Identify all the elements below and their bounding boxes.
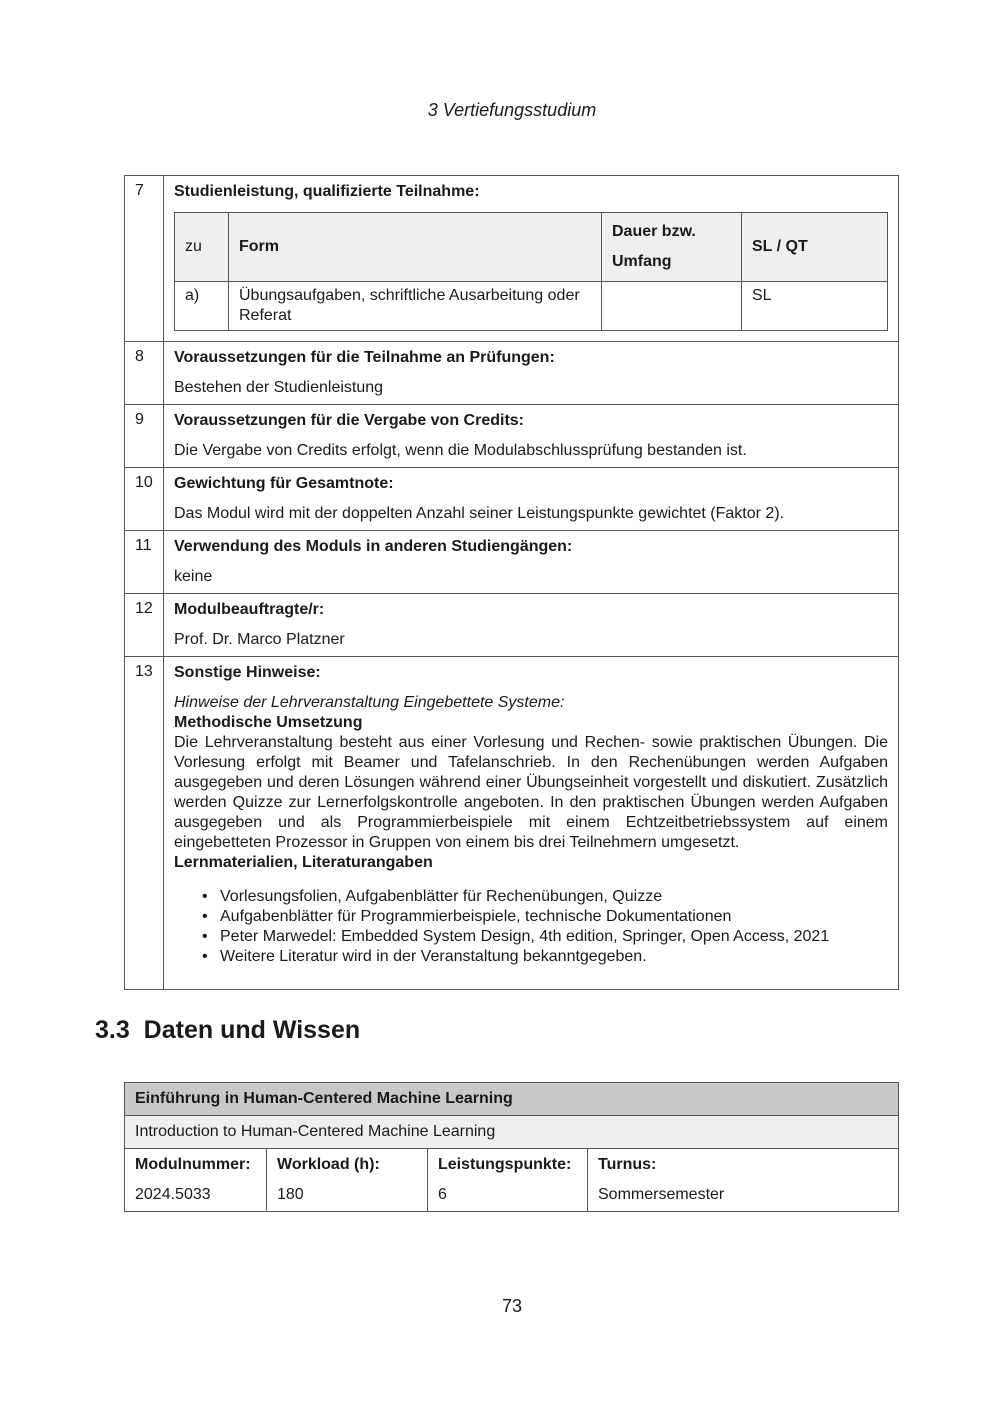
field-turnus — [588, 1149, 899, 1212]
row-title: Sonstige Hinweise: — [174, 664, 321, 681]
note-course-reference: Hinweise der Lehrveranstaltung Eingebettete Systeme: — [174, 694, 565, 711]
row-body — [164, 405, 899, 468]
module-title-en: Introduction to Human-Centered Machine Learning — [125, 1116, 899, 1149]
field-value: 180 — [277, 1186, 304, 1203]
field-leistungspunkte — [428, 1149, 588, 1212]
row-title: Verwendung des Moduls in anderen Studiengängen: — [174, 538, 573, 555]
row-number: 7 — [125, 176, 164, 342]
cell-zu: a) — [175, 282, 229, 331]
row-body — [164, 531, 899, 594]
section-title: Daten und Wissen — [143, 1016, 361, 1044]
table-row — [125, 405, 899, 468]
field-workload — [267, 1149, 428, 1212]
field-value: 2024.5033 — [135, 1186, 211, 1203]
row-title: Modulbeauftragte/r: — [174, 601, 325, 618]
field-label: Workload (h): — [277, 1156, 380, 1173]
cell-dauer — [602, 282, 742, 331]
list-item: • Aufgabenblätter für Programmierbeispiele, technische Dokumentationen — [220, 907, 888, 927]
row-number: 9 — [125, 405, 164, 468]
field-label: Leistungspunkte: — [438, 1156, 572, 1173]
module-details-table — [124, 175, 899, 990]
field-value: 6 — [438, 1186, 447, 1203]
cell-form: Übungsaufgaben, schriftliche Ausarbeitung oder Referat — [229, 282, 602, 331]
table-row — [125, 531, 899, 594]
note-subheading-materials: Lernmaterialien, Literaturangaben — [174, 854, 433, 871]
row-text: keine — [174, 568, 213, 585]
row-text: Bestehen der Studienleistung — [174, 379, 384, 396]
row-text: Die Vergabe von Credits erfolgt, wenn die Modulabschlussprüfung bestanden ist. — [174, 442, 747, 459]
module-overview-table — [124, 1082, 899, 1212]
field-label: Turnus: — [598, 1156, 657, 1173]
literature-list — [174, 887, 888, 967]
list-item: • Vorlesungsfolien, Aufgabenblätter für Rechenübungen, Quizze — [220, 887, 888, 907]
row-number: 8 — [125, 342, 164, 405]
row-number: 10 — [125, 468, 164, 531]
cell-sl-qt: SL — [742, 282, 888, 331]
list-item: • Peter Marwedel: Embedded System Design, 4th edition, Springer, Open Access, 2021 — [220, 927, 888, 947]
list-item: • Weitere Literatur wird in der Veranstaltung bekanntgegeben. — [220, 947, 888, 967]
table-row — [125, 342, 899, 405]
page-number: 73 — [501, 1296, 523, 1316]
row-title: Voraussetzungen für die Teilnahme an Prüfungen: — [174, 349, 555, 366]
table-row — [125, 594, 899, 657]
table-row — [125, 468, 899, 531]
field-value: Sommersemester — [598, 1186, 725, 1203]
row-text: Das Modul wird mit der doppelten Anzahl seiner Leistungspunkte gewichtet (Faktor 2). — [174, 505, 785, 522]
note-paragraph: Die Lehrveranstaltung besteht aus einer Vorlesung und Rechen- sowie praktischen Übungen. Die Vorlesung erfolgt mit Beamer und Tafelanschrieb. In den Rechenübungen werden Aufgaben ausgegeben und deren Lösungen während einer Übungseinheit vorgestellt und diskutiert. Zusätzlich werden Quizze zur Lernerfolgskontrolle angeboten. In den praktischen Übungen werden Aufgaben ausgegeben und als Programmierbeispiele mit einem Echtzeitbetriebssystem auf einem eingebetteten Prozessor in Gruppen von einem bis drei Teilnehmern umgesetzt. — [174, 734, 888, 851]
note-subheading-methods: Methodische Umsetzung — [174, 714, 363, 731]
section-number: 3.3 — [95, 1016, 130, 1044]
col-header-dauer: Dauer bzw. Umfang — [602, 213, 742, 282]
row-body — [164, 594, 899, 657]
table-row — [125, 176, 899, 342]
section-heading — [95, 1016, 360, 1045]
row-number: 11 — [125, 531, 164, 594]
col-header-form: Form — [229, 213, 602, 282]
row-body — [164, 468, 899, 531]
col-header-sl-qt: SL / QT — [742, 213, 888, 282]
row-body — [164, 176, 899, 342]
row-body — [164, 342, 899, 405]
row-body — [164, 657, 899, 990]
table-row — [125, 657, 899, 990]
module-title-de: Einführung in Human-Centered Machine Learning — [125, 1083, 899, 1116]
studienleistung-table — [174, 212, 888, 331]
row-number: 12 — [125, 594, 164, 657]
row-title: Studienleistung, qualifizierte Teilnahme: — [174, 183, 480, 200]
field-label: Modulnummer: — [135, 1156, 251, 1173]
row-title: Voraussetzungen für die Vergabe von Credits: — [174, 412, 524, 429]
row-text: Prof. Dr. Marco Platzner — [174, 631, 345, 648]
field-modulnummer — [125, 1149, 267, 1212]
row-title: Gewichtung für Gesamtnote: — [174, 475, 394, 492]
col-header-zu: zu — [175, 213, 229, 282]
row-number: 13 — [125, 657, 164, 990]
running-head: 3 Vertiefungsstudium — [427, 100, 597, 120]
